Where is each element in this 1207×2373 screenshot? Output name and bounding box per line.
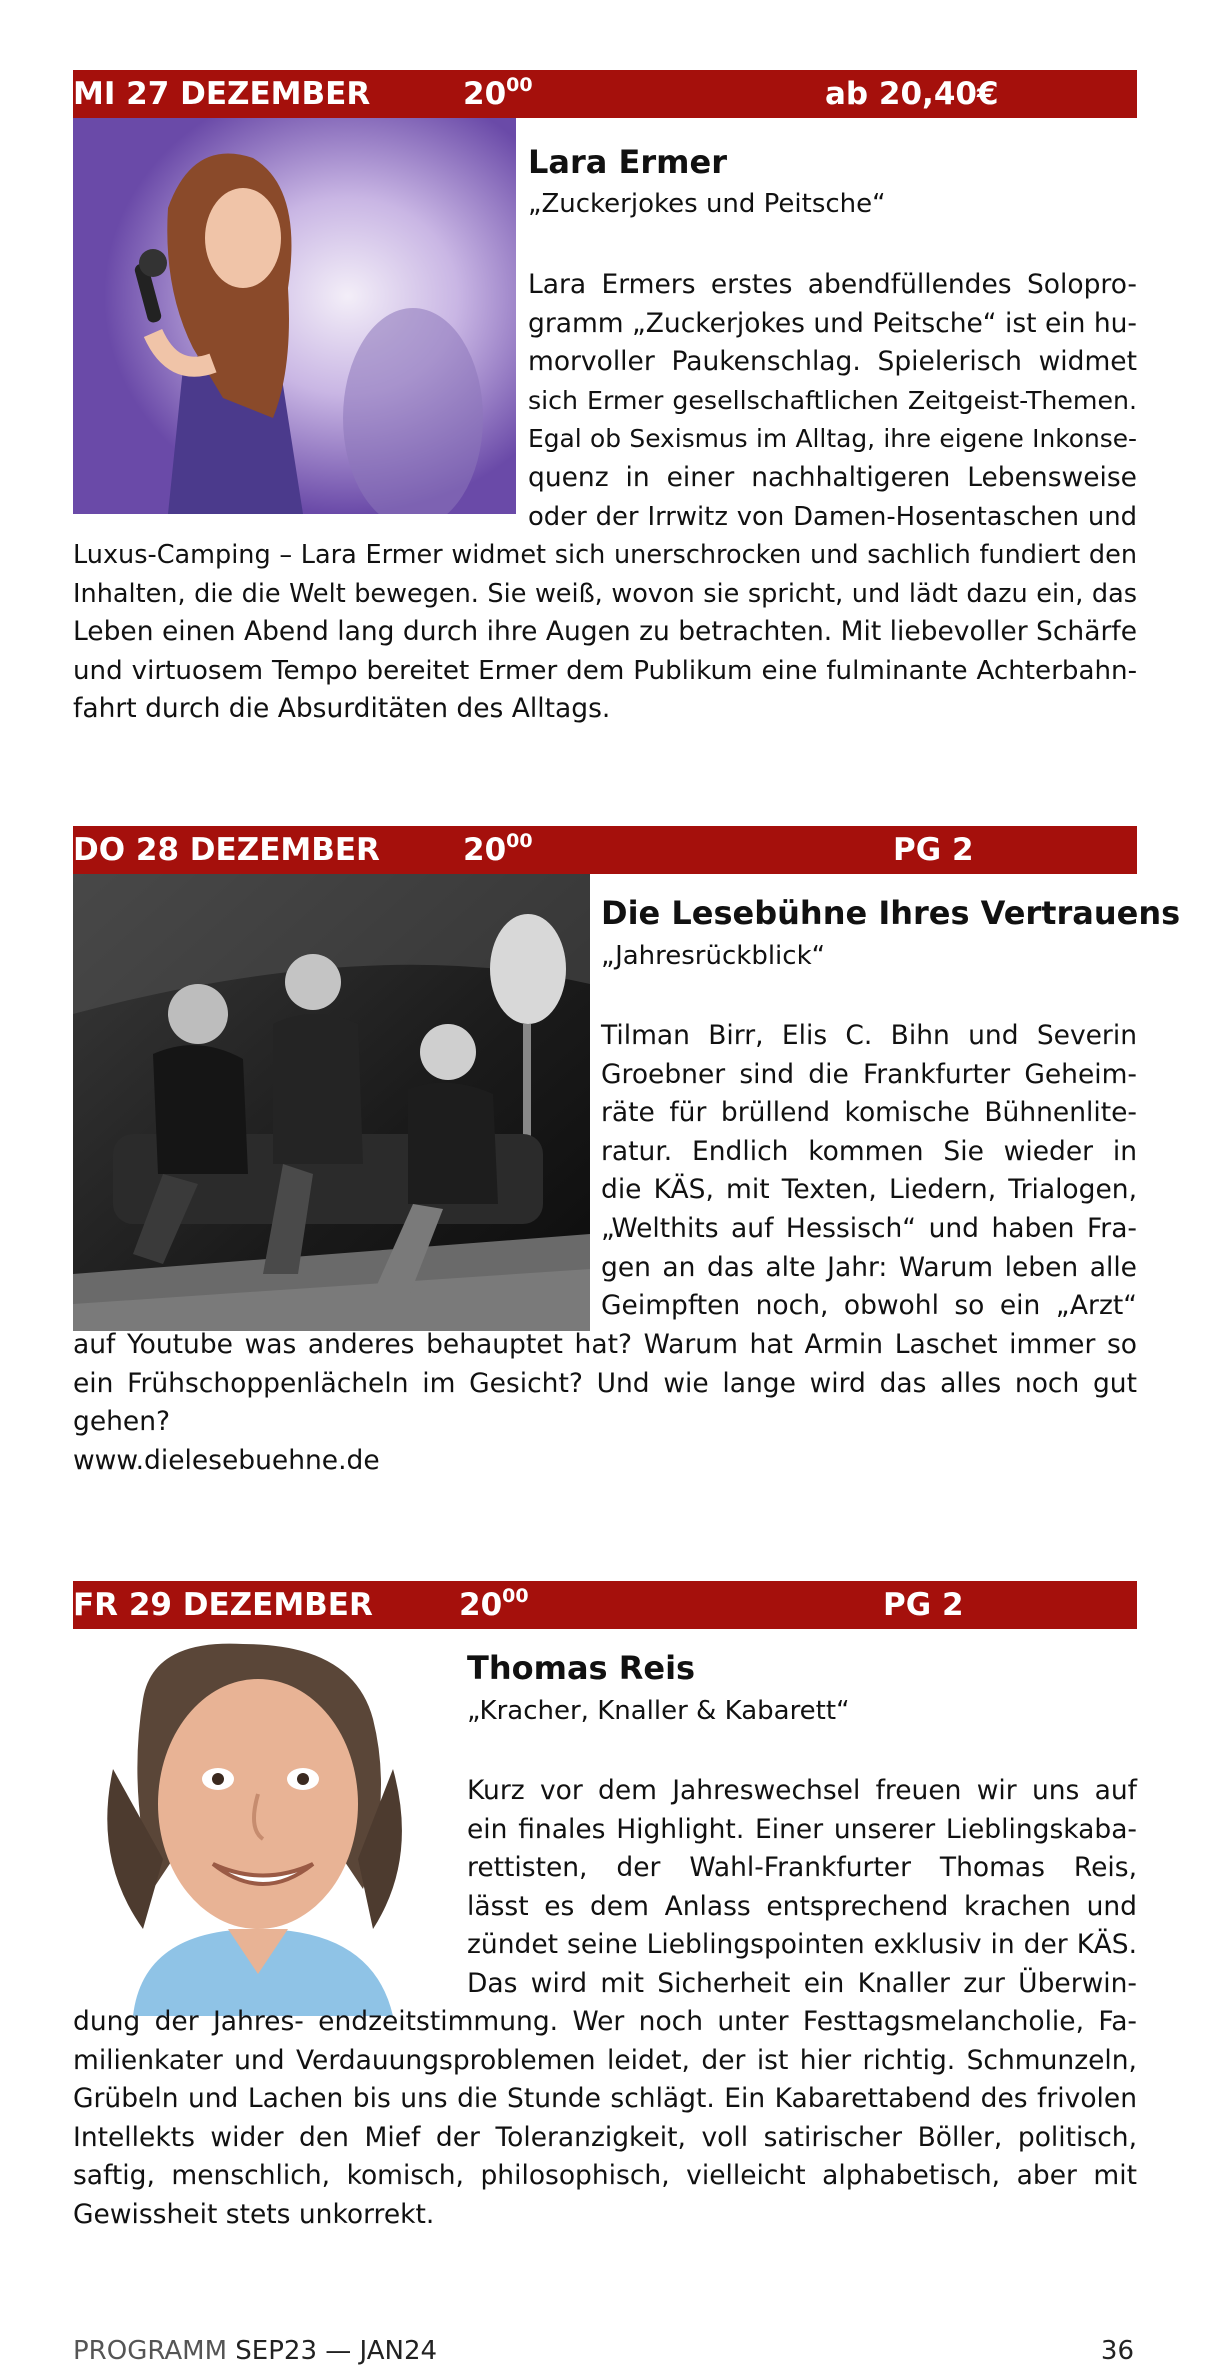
event-price: ab 20,40€	[825, 76, 999, 112]
event-website-link[interactable]: www.dielesebuehne.de	[73, 1445, 380, 1476]
footer-program-period: PROGRAMM SEP23 — JAN24	[73, 2336, 438, 2366]
event-time: $20^{00}$	[459, 1585, 529, 1623]
event-description-continued: dung der Jahres- endzeitstimmung. Wer noch unter Festtagsmelancholie, Fa- milienkater und Verdauungsproblemen leidet, der ist hier richtig. Schmunzeln, Grübeln und Lachen bis uns die Stunde schlägt. Ein Kabarettabend des frivolen Intellekts wider den Mief der Toleranzigkeit, voll satirischer Böller, politisch, saftig, menschlich, komisch, philosophisch, vielleicht alphabetisch, aber mit Gewissheit stets unkorrekt.	[73, 2006, 1137, 2230]
performer-photo	[73, 874, 590, 1331]
event-description: Lara Ermers erstes abendfüllendes Solopro- gramm „Zuckerjokes und Peitsche“ ist ein hu- morvoller Paukenschlag. Spielerisch widmet sich Ermer gesellschaftlichen Zeitgeist-Themen. Egal ob Sexismus im Alltag, ihre eigene Inkonse- quenz in einer nachhaltigeren Lebensweise oder der Irrwitz von Damen-Hosentaschen und	[528, 269, 1137, 532]
event-venue: PG 2	[883, 1587, 964, 1623]
event-subtitle: „Kracher, Knaller & Kabarett“	[467, 1696, 850, 1726]
event-thomas-reis	[73, 1581, 1137, 2271]
page-number: 36	[1100, 2336, 1134, 2366]
event-date-bar	[73, 826, 1137, 874]
event-subtitle: „Jahresrückblick“	[601, 941, 826, 971]
event-date-bar	[73, 70, 1137, 118]
performer-photo	[73, 118, 516, 514]
event-title: Lara Ermer	[528, 143, 727, 181]
event-description: Tilman Birr, Elis C. Bihn und Severin Groebner sind die Frankfurter Geheim- räte für brüllend komische Bühnenlite- ratur. Endlich kommen Sie wieder in die KÄS, mit Texten, Liedern, Trialogen, „Welthits auf Hessisch“ und haben Fra- gen an das alte Jahr: Warum leben alle Geimpften noch, obwohl so ein „Arzt“	[601, 1020, 1137, 1322]
event-time: $20^{00}$	[463, 74, 533, 112]
event-description-continued: Luxus-Camping – Lara Ermer widmet sich unerschrocken und sachlich fundiert den Inhalten, die die Welt bewegen. Sie weiß, wovon sie spricht, und lädt dazu ein, das Leben einen Abend lang durch ihre Augen zu betrachten. Mit liebevoller Schärfe und virtuosem Tempo bereitet Ermer dem Publikum eine fulminante Achterbahn- fahrt durch die Absurditäten des Alltags.	[73, 540, 1137, 725]
event-time: $20^{00}$	[463, 830, 533, 868]
event-lara-ermer	[73, 70, 1137, 730]
event-subtitle: „Zuckerjokes und Peitsche“	[528, 189, 886, 219]
event-description: Kurz vor dem Jahreswechsel freuen wir uns auf ein finales Highlight. Einer unserer Lieblingskaba- rettisten, der Wahl-Frankfurter Thomas Reis, lässt es dem Anlass entsprechend krachen und zündet seine Lieblingspointen exklusiv in der KÄS. Das wird mit Sicherheit ein Knaller zur Überwin-	[467, 1775, 1137, 1999]
event-venue: PG 2	[893, 832, 974, 868]
performer-photo	[73, 1629, 453, 2016]
event-title: Thomas Reis	[467, 1649, 696, 1687]
event-description-continued: auf Youtube was anderes behauptet hat? Warum hat Armin Laschet immer so ein Frühschoppenlächeln im Gesicht? Und wie lange wird das alles noch gut gehen?	[73, 1329, 1137, 1438]
event-date: MI 27 DEZEMBER	[73, 76, 371, 112]
event-lesebuehne	[73, 826, 1181, 1516]
event-date-bar	[73, 1581, 1137, 1629]
event-date: FR 29 DEZEMBER	[73, 1587, 373, 1623]
event-title: Die Lesebühne Ihres Vertrauens	[601, 894, 1181, 932]
event-date: DO 28 DEZEMBER	[73, 832, 380, 868]
